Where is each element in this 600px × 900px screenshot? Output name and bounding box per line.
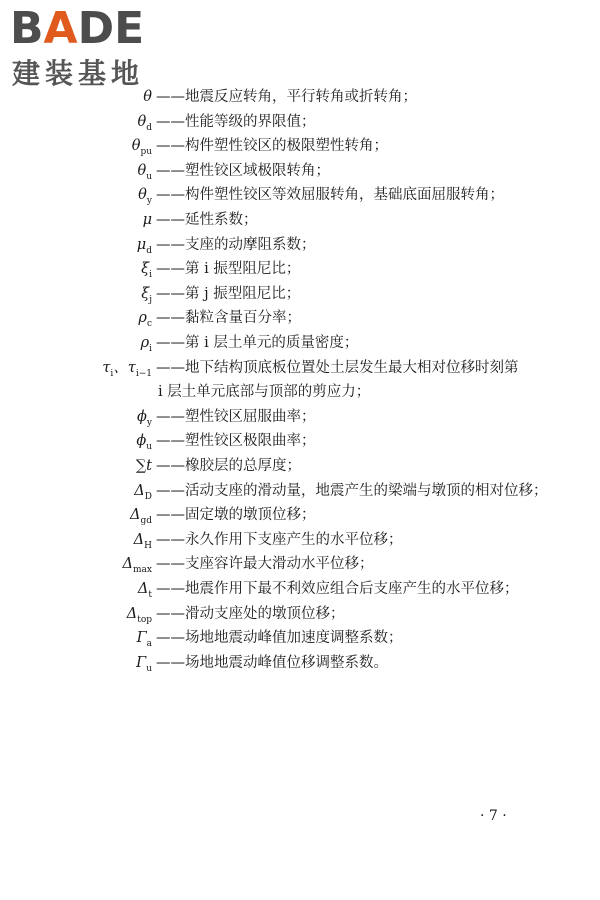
symbol: $\mu_d$	[136, 236, 152, 256]
logo-chinese: 建装基地	[12, 57, 145, 90]
symbol-entry	[0, 478, 600, 504]
symbol: $\Gamma_a$	[136, 630, 152, 650]
symbol-description: ——橡胶层的总厚度；	[156, 458, 301, 474]
symbol: $\theta_u$	[137, 162, 152, 182]
symbol-description: ——塑性铰区极限曲率；	[156, 433, 316, 450]
symbol-entry	[0, 428, 600, 454]
symbol-entry	[0, 305, 600, 331]
symbol: $\Delta_{max}$	[122, 556, 152, 576]
symbol-description: ——性能等级的界限值；	[156, 113, 316, 130]
symbol-entry	[0, 625, 600, 651]
symbol-description: ——第 j 振型阻尼比；	[156, 285, 301, 302]
symbol-entry	[0, 232, 600, 258]
symbol: $\xi_i$	[141, 261, 152, 281]
symbol: $\xi_j$	[141, 285, 152, 305]
symbol-entry	[0, 158, 600, 184]
symbol-entry	[0, 404, 600, 430]
symbol-entry	[0, 182, 600, 208]
symbol-description: ——支座容许最大滑动水平位移；	[156, 556, 374, 573]
symbol: $\theta_y$	[138, 187, 152, 207]
symbol-description: ——场地地震动峰值加速度调整系数；	[156, 630, 403, 647]
symbol: $\phi_y$	[137, 408, 152, 428]
symbol-description: ——固定墩的墩顶位移；	[156, 507, 316, 524]
symbol-description: ——活动支座的滑动量，地震产生的梁端与墩顶的相对位移；	[156, 482, 548, 499]
symbol-description-continued: i 层土单元底部与顶部的剪应力；	[158, 384, 371, 401]
symbol: $\Delta_D$	[134, 482, 152, 502]
symbol: $\Delta_{gd}$	[129, 507, 152, 527]
symbol-entry	[0, 133, 600, 159]
symbol-description: ——地下结构顶底板位置处土层发生最大相对位移时刻第	[156, 359, 519, 376]
symbol-entry	[0, 256, 600, 282]
symbol-description: ——构件塑性铰区的极限塑性转角；	[156, 138, 388, 155]
symbol-description: ——地震反应转角，平行转角或折转角；	[156, 89, 417, 105]
symbol-entry	[0, 551, 600, 577]
symbol-entry	[0, 601, 600, 627]
symbol-description: ——塑性铰区屈服曲率；	[156, 408, 316, 425]
symbol: ∑t	[135, 458, 152, 474]
symbol-description: ——永久作用下支座产生的水平位移；	[156, 531, 403, 548]
symbol-entry	[0, 576, 600, 602]
symbol: $\Gamma_u$	[136, 654, 152, 674]
symbol: θ	[143, 89, 152, 105]
symbol-entry	[0, 207, 600, 233]
symbol: μ	[142, 212, 152, 228]
symbol: $\theta_{pu}$	[131, 138, 152, 158]
symbol-description: ——第 i 振型阻尼比；	[156, 261, 301, 278]
symbol-entry	[0, 527, 600, 553]
symbol-entry	[0, 84, 600, 110]
symbol-entry	[0, 330, 600, 356]
symbol-description: ——地震作用下最不利效应组合后支座产生的水平位移；	[156, 581, 519, 597]
symbol: $\Delta_H$	[133, 531, 152, 551]
symbol: $\Delta_t$	[137, 581, 152, 600]
symbol: $\rho_c$	[138, 310, 152, 330]
symbol-description: ——延性系数；	[156, 212, 258, 228]
symbol-description: ——滑动支座处的墩顶位移；	[156, 605, 345, 622]
symbol-entry	[0, 109, 600, 135]
symbol-entry	[0, 502, 600, 528]
page-number: · 7 ·	[480, 808, 507, 824]
symbol-entry	[0, 281, 600, 307]
symbol-description: ——黏粒含量百分率；	[156, 310, 301, 327]
symbol-entry	[0, 355, 600, 381]
symbol: $\tau_i$、$\tau_{i-1}$	[102, 359, 152, 379]
symbol-description: ——场地地震动峰值位移调整系数。	[156, 654, 388, 671]
symbol: $\Delta_{top}$	[126, 605, 152, 625]
symbol: $\rho_i$	[140, 335, 152, 354]
symbol-description: ——支座的动摩阻系数；	[156, 236, 316, 253]
symbol-entry	[0, 453, 600, 479]
symbol-description: ——塑性铰区域极限转角；	[156, 162, 330, 179]
symbol-entry	[0, 650, 600, 676]
symbol: $\theta_d$	[137, 113, 152, 133]
symbol: $\phi_u$	[136, 433, 152, 453]
symbol-description: ——第 i 层土单元的质量密度；	[156, 335, 359, 351]
symbol-description: ——构件塑性铰区等效屈服转角，基础底面屈服转角；	[156, 187, 504, 204]
logo-latin: BADE	[10, 3, 145, 54]
bade-logo	[10, 4, 175, 94]
